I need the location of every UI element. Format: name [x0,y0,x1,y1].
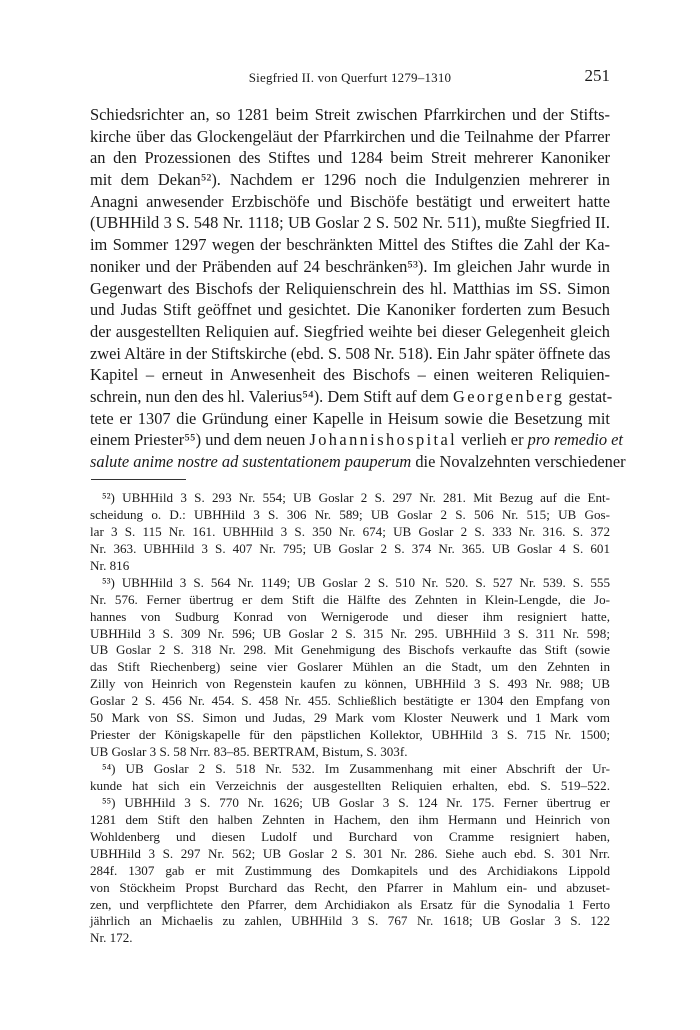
footnote-line: ⁵⁵) UBHHild 3 S. 770 Nr. 1626; UB Goslar 3 S. 124 Nr. 175. Ferner übertrug er [102,794,610,810]
footnote-line: jährlich an Michaelis zu zahlen, UBHHild 3 S. 767 Nr. 1618; UB Goslar 3 S. 122 [90,913,610,929]
text-segment: verlieh er [457,430,528,450]
page-header [90,66,610,88]
footnote-line: 284f. 1307 gab er mit Zustimmung des Domkapitels und des Archidiakons Lippold [90,862,610,878]
main-text [90,104,626,473]
footnotes [90,490,610,947]
text-line: im Sommer 1297 wegen der beschränkten Mittel des Stiftes die Zahl der Ka- [90,235,610,255]
footnote-line: Nr. 363. UBHHild 3 S. 407 Nr. 795; UB Goslar 2 S. 374 Nr. 365. UB Goslar 4 S. 601 [90,540,610,556]
text-line: kirche über das Glockengeläut der Pfarrkirchen und die Teilnahme der Pfarrer [90,126,610,146]
footnote-line: ⁵⁴) UB Goslar 2 S. 518 Nr. 532. Im Zusammenhang mit einer Abschrift der Ur- [102,761,610,776]
footnote-line: Nr. 576. Ferner übertrug er dem Stift die Hälfte des Zehnten in Klein-Lengde, die Jo- [90,591,610,607]
text-line-italic [90,451,626,473]
footnote-line: Nr. 816 [90,557,130,573]
footnote-line: UB Goslar 3 S. 58 Nrr. 83–85. BERTRAM, Bistum, S. 303f. [90,744,408,760]
text-line: (UBHHild 3 S. 548 Nr. 1118; UB Goslar 2 S. 502 Nr. 511), mußte Siegfried II. [90,213,610,233]
page-number: 251 [584,66,610,85]
text-segment: schrein, nun den des hl. Valerius⁵⁴). Dem Stift auf dem [90,386,453,406]
text-line: Schiedsrichter an, so 1281 beim Streit zwischen Pfarrkirchen und der Stifts- [90,105,610,124]
text-line: noniker und der Präbenden auf 24 beschränken⁵³). Im gleichen Jahr wurde in [90,256,610,276]
text-line-spaced [90,429,623,451]
text-line: Kapitel – erneut in Anwesenheit des Bischofs – einen weiteren Reliquien- [90,365,610,385]
footnote-line: 50 Mark von SS. Simon und Judas, 29 Mark vom Kloster Neuwerk und 1 Mark vom [90,710,610,726]
footnote-line: UBHHild 3 S. 309 Nr. 596; UB Goslar 2 S. 315 Nr. 295. UBHHild 3 S. 311 Nr. 598; [90,625,610,641]
text-segment: die Novalzehnten verschiedener [411,452,626,471]
text-line: und Judas Stift geöffnet und gesichtet. Die Kanoniker forderten zum Besuch [90,300,610,320]
text-line: an den Prozessionen des Stiftes und 1284 beim Streit mehrerer Kanoniker [90,148,610,168]
footnote-line: Zilly von Heinrich von Regenstein kaufen zu können, UBHHild 3 S. 493 Nr. 988; UB [90,676,610,692]
text-line: zwei Altäre in der Stiftskirche (ebd. S. 508 Nr. 518). Ein Jahr später öffnete das [90,343,611,363]
footnote-line: Priester der Königskapelle für den päpstlichen Kollektor, UBHHild 3 S. 715 Nr. 1500; [90,727,610,743]
footnote-line: UBHHild 3 S. 297 Nr. 562; UB Goslar 2 S. 301 Nr. 286. Siehe auch ebd. S. 301 Nrr. [90,845,610,861]
text-line: tete er 1307 die Gründung einer Kapelle in Heisum sowie die Besetzung mit [90,408,610,428]
footnote-line: scheidung o. D.: UBHHild 3 S. 306 Nr. 589; UB Goslar 2 S. 506 Nr. 515; UB Gos- [90,506,610,522]
footnote-line: lar 3 S. 115 Nr. 161. UBHHild 3 S. 350 Nr. 674; UB Goslar 2 S. 333 Nr. 316. S. 372 [90,523,610,539]
footnote-line: von Stöckheim Propst Burchard das Recht, den Pfarrer in Mahlum ein- und abzuset- [90,879,610,895]
footnote-line: kunde hat sich ein Verzeichnis der ausgestellten Reliquien erhalten, ebd. S. 519–522. [90,777,610,793]
text-line-spaced [90,386,613,408]
running-title: Siegfried II. von Querfurt 1279–1310 [248,70,452,85]
text-segment: einem Priester⁵⁵) und dem neuen [90,430,310,450]
footnote-line: ⁵²) UBHHild 3 S. 293 Nr. 554; UB Goslar 2 S. 297 Nr. 281. Mit Bezug auf die Ent- [102,490,610,505]
footnote-line: zen, und verpflichtete den Pfarrer, dem Archidiakon als Ersatz für die Synodalia 1 Ferto [90,896,610,912]
text-line: Gegenwart des Bischofs der Reliquienschrein des hl. Matthias im SS. Simon [90,278,610,298]
footnote-line: ⁵³) UBHHild 3 S. 564 Nr. 1149; UB Goslar 2 S. 510 Nr. 520. S. 527 Nr. 539. S. 555 [102,574,610,590]
footnote-line: das Stift Riechenberg) seine vier Goslarer Mühlen an die Stadt, um den Zehnten in [90,659,610,675]
text-segment: gestat- [564,386,613,406]
spaced-name: Georgenberg [453,386,565,406]
footnote-line: UB Goslar 2 S. 318 Nr. 298. Mit Genehmigung des Bischofs verkaufte das Stift (sowie [90,642,610,658]
footnote-line: Goslar 2 S. 456 Nr. 454. S. 458 Nr. 455. Schließlich bestätigte er 1304 den Empfang von [90,693,610,709]
text-line: der ausgestellten Reliquien auf. Siegfried weihte bei dieser Gelegenheit gleich [90,321,610,341]
text-line: Anagni anwesender Erzbischöfe und Bischöfe bestätigt und erweitert hatte [90,191,610,211]
text-line: mit dem Dekan⁵²). Nachdem er 1296 noch die Indulgenzien mehrerer in [90,170,610,190]
latin-quote: salute anime nostre ad sustentationem pauperum [90,452,412,471]
footnote-divider [91,479,186,480]
footnote-line: 1281 dem Stift den halben Zehnten in Hachem, den ihm Hermann und Heinrich von [90,811,610,827]
footnote-line: Nr. 172. [90,930,133,946]
spaced-name: Johannishospital [309,430,458,450]
footnote-line: Wohldenberg und diesen Ludolf und Burchard von Cramme resigniert haben, [90,828,610,844]
footnote-line: hannes von Sudburg Konrad von Wernigerode und dieser ihm resigniert hatte, [90,608,610,624]
latin-quote: pro remedio et [527,430,623,450]
